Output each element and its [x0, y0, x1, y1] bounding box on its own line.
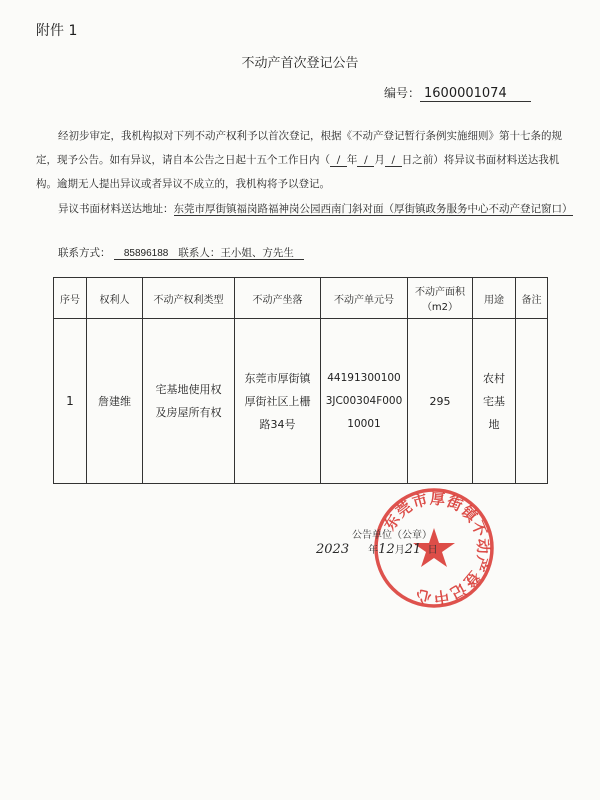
header-usage: 用途 — [473, 278, 516, 319]
contact-underline — [114, 247, 304, 260]
contact-phone: 85896188 — [123, 248, 169, 259]
notice-number — [384, 84, 531, 101]
date-day: 21 — [404, 542, 422, 557]
date-day-label: 日 — [427, 545, 438, 556]
header-right-type: 不动产权利类型 — [143, 278, 235, 319]
cell-location: 东莞市厚街镇厚街社区上栅路34号 — [235, 319, 321, 484]
cell-usage: 农村宅基地 — [473, 319, 516, 484]
cell-seq: 1 — [54, 319, 87, 484]
contact-person: 王小姐、方先生 — [220, 247, 294, 259]
cell-unit-no: 441913001003JC00304F00010001 — [321, 319, 408, 484]
document-title: 不动产首次登记公告 — [241, 56, 359, 71]
date-month-label: 月 — [394, 545, 405, 556]
paragraph-text-end: 日之前）将异议书面材料送达我机构。逾期无人提出异议或者异议不成立的，我机构将予以登记。 — [36, 154, 560, 190]
contact-info — [58, 245, 304, 260]
notice-paragraph — [36, 124, 574, 196]
blank-month: / — [357, 154, 374, 167]
table-row — [54, 319, 548, 484]
blank-year: / — [330, 154, 347, 167]
date-year-label: 年 — [368, 545, 379, 556]
paragraph-text: 经初步审定，我机构拟对下列不动产权利予以首次登记，根据《不动产登记暂行条例实施细则》第十七条的规定，现予公告。如有异议，请自本公告之日起十五个工作日内（ — [36, 130, 562, 166]
registration-table — [53, 277, 548, 484]
contact-person-label: 联系人： — [178, 247, 221, 259]
header-unit-no: 不动产单元号 — [321, 278, 408, 319]
number-value: 1600001074 — [420, 86, 531, 102]
cell-right-type: 宅基地使用权及房屋所有权 — [143, 319, 235, 484]
year-label: 年 — [346, 154, 358, 166]
header-area: 不动产面积（m2） — [408, 278, 473, 319]
date-year: 2023 — [316, 542, 350, 557]
cell-area: 295 — [408, 319, 473, 484]
announcement-date — [316, 541, 438, 557]
month-label: 月 — [374, 154, 385, 166]
header-location: 不动产坐落 — [235, 278, 321, 319]
number-label: 编号： — [384, 86, 421, 100]
announcing-unit: 公告单位（公章） — [352, 530, 432, 541]
date-month: 12 — [378, 542, 395, 557]
header-seq: 序号 — [54, 278, 87, 319]
header-holder: 权利人 — [87, 278, 143, 319]
attachment-label: 附件 1 — [36, 23, 78, 39]
contact-label: 联系方式： — [58, 247, 111, 259]
seal-text: 东莞市厚街镇不动产登记中心 — [380, 489, 493, 607]
address-label: 异议书面材料送达地址： — [58, 203, 174, 215]
header-note: 备注 — [516, 278, 548, 319]
objection-address — [36, 197, 574, 221]
table-header-row — [54, 278, 548, 319]
blank-day: / — [385, 154, 402, 167]
cell-holder: 詹建维 — [87, 319, 143, 484]
address-value: 东莞市厚街镇福岗路福神岗公园西南门斜对面（厚街镇政务服务中心不动产登记窗口） — [173, 203, 573, 215]
cell-note — [516, 319, 548, 484]
